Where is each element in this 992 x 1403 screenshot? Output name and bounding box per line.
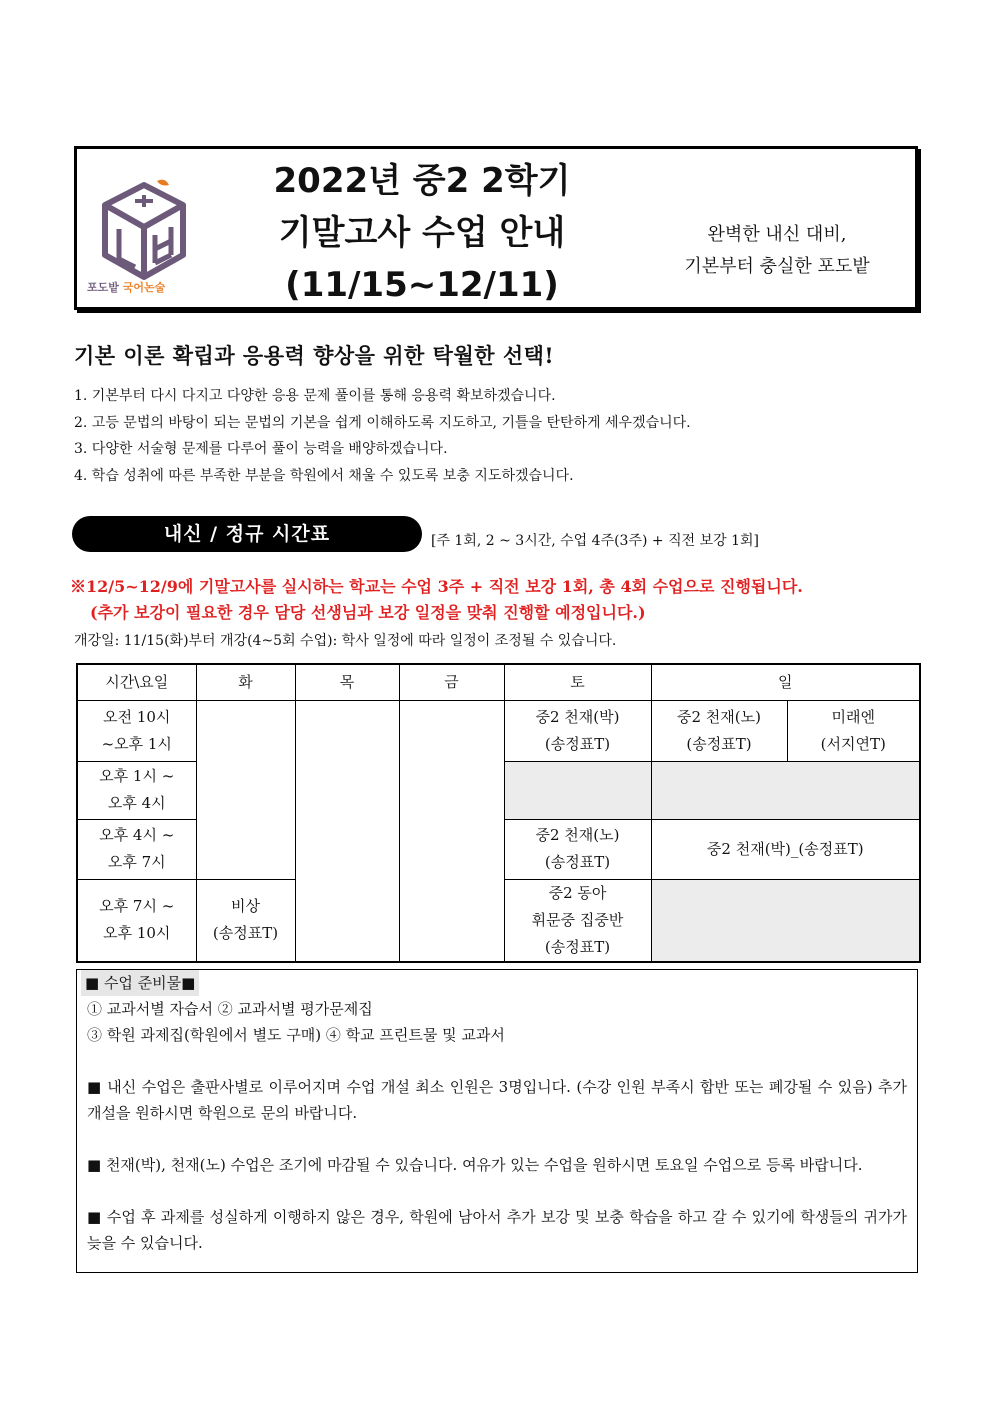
time-cell: 오후 4시 ~ 오후 7시 bbox=[77, 819, 196, 879]
empty-cell bbox=[399, 700, 504, 962]
class-cell: 중2 천재(노) (송정표T) bbox=[651, 700, 787, 761]
col-header: 토 bbox=[504, 664, 651, 700]
intro-headline: 기본 이론 확립과 응용력 향상을 위한 탁월한 선택! bbox=[74, 343, 555, 368]
notes-box bbox=[76, 969, 918, 1273]
header-box bbox=[74, 146, 918, 310]
notes-line: ③ 학원 과제집(학원에서 별도 구매) ④ 학교 프린트물 및 교과서 bbox=[87, 1026, 505, 1044]
time-cell: 오후 1시 ~ 오후 4시 bbox=[77, 761, 196, 819]
empty-cell bbox=[651, 761, 920, 819]
class-cell: 중2 동아 휘문중 집중반 (송정표T) bbox=[504, 879, 651, 962]
point-item: 1. 기본부터 다시 다지고 다양한 응용 문제 풀이를 통해 응용력 확보하겠습니다. bbox=[74, 388, 556, 404]
time-cell: 오후 7시 ~ 오후 10시 bbox=[77, 879, 196, 962]
academy-logo-icon bbox=[99, 167, 189, 297]
class-cell: 중2 천재(박)_(송정표T) bbox=[651, 819, 920, 879]
class-cell: 중2 천재(박) (송정표T) bbox=[504, 700, 651, 761]
notes-paragraph: ■ 내신 수업은 출판사별로 이루어지며 수업 개설 최소 인원은 3명입니다. (수강 인원 부족시 합반 또는 폐강될 수 있음) 추가 개설을 원하시면 학원으로 문의 바랍니다. bbox=[87, 1078, 907, 1122]
notes-paragraph: ■ 수업 후 과제를 성실하게 이행하지 않은 경우, 학원에 남아서 추가 보강 및 보충 학습을 하고 갈 수 있기에 학생들의 귀가가 늦을 수 있습니다. bbox=[87, 1208, 907, 1252]
point-item: 4. 학습 성취에 따른 부족한 부분을 학원에서 채울 수 있도록 보충 지도하겠습니다. bbox=[74, 467, 574, 484]
class-cell: 비상 (송정표T) bbox=[196, 879, 295, 962]
empty-cell bbox=[651, 879, 920, 962]
time-cell: 오전 10시 ~오후 1시 bbox=[77, 700, 196, 761]
notes-title: ■ 수업 준비물■ bbox=[81, 970, 199, 996]
col-header: 일 bbox=[651, 664, 920, 700]
notes-line: ① 교과서별 자습서 ② 교과서별 평가문제집 bbox=[87, 1000, 373, 1018]
section-note: [주 1회, 2 ~ 3시간, 수업 4주(3주) + 직전 보강 1회] bbox=[431, 533, 759, 549]
start-date-note: 개강일: 11/15(화)부터 개강(4~5회 수업): 학사 일정에 따라 일정이 조정될 수 있습니다. bbox=[74, 633, 617, 649]
col-header: 화 bbox=[196, 664, 295, 700]
logo-caption: 포도밭 국어논술 bbox=[87, 281, 166, 294]
class-cell: 중2 천재(노) (송정표T) bbox=[504, 819, 651, 879]
col-header: 금 bbox=[399, 664, 504, 700]
point-item: 3. 다양한 서술형 문제를 다루어 풀이 능력을 배양하겠습니다. bbox=[74, 441, 448, 457]
col-header: 목 bbox=[295, 664, 399, 700]
section-pill: 내신 / 정규 시간표 bbox=[72, 516, 422, 552]
empty-cell bbox=[196, 700, 295, 879]
class-cell: 미래엔 (서지연T) bbox=[787, 700, 920, 761]
empty-cell bbox=[504, 761, 651, 819]
tagline: 완벽한 내신 대비, 기본부터 충실한 포도밭 bbox=[684, 224, 870, 277]
col-header: 시간\요일 bbox=[77, 664, 196, 700]
empty-cell bbox=[295, 700, 399, 962]
exam-notice: ※12/5~12/9에 기말고사를 실시하는 학교는 수업 3주 + 직전 보강 1회, 총 4회 수업으로 진행됩니다. (추가 보강이 필요한 경우 담당 선생님과 보강 일정을 맞춰 진행할 예정입니다.) bbox=[70, 577, 803, 622]
timetable bbox=[76, 663, 921, 963]
point-item: 2. 고등 문법의 바탕이 되는 문법의 기본을 쉽게 이해하도록 지도하고, 기틀을 탄탄하게 세우겠습니다. bbox=[74, 414, 691, 431]
notes-paragraph: ■ 천재(박), 천재(노) 수업은 조기에 마감될 수 있습니다. 여유가 있는 수업을 원하시면 토요일 수업으로 등록 바랍니다. bbox=[87, 1156, 863, 1174]
intro-points bbox=[74, 383, 691, 489]
page-title: 2022년 중2 2학기 기말고사 수업 안내 (11/15~12/11) bbox=[273, 161, 571, 305]
